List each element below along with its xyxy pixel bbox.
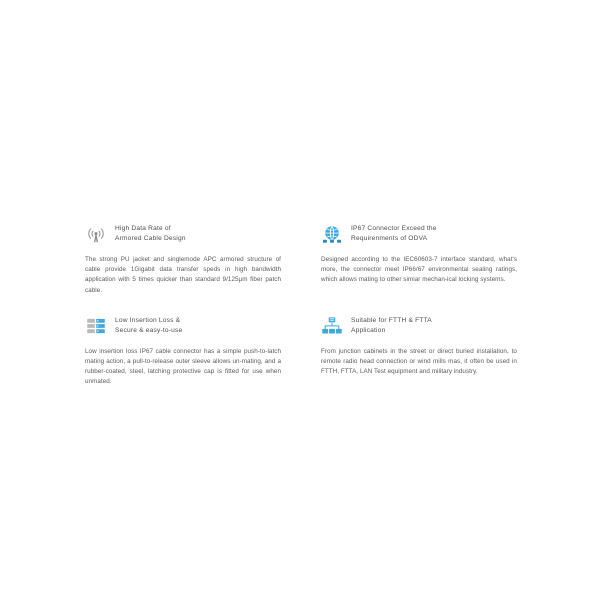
feature-title-line1: High Data Rate of	[115, 225, 171, 232]
feature-description: Low insertion loss IP67 cable connector has a simple push-to-latch mating action, a pull-to-release outer sleeve allows un-mating, and a rubber-coated, steel, latching protective cap is fitted for use when unmated.	[85, 347, 281, 386]
feature-description: The strong PU jacket and singlemode APC armored structure of cable provide 1Gigabit data transfer speds in high bandwidth application with 5 times quicker than standard 9/125µm fiber patch cable.	[85, 256, 281, 294]
feature-block-ftth-ftta	[321, 314, 517, 388]
feature-header	[85, 314, 281, 340]
network-topology-icon	[321, 315, 343, 337]
antenna-signal-icon	[85, 223, 107, 245]
globe-network-icon	[321, 223, 343, 245]
feature-title	[115, 222, 186, 244]
feature-block-low-insertion-loss	[85, 314, 281, 388]
feature-title	[351, 314, 432, 336]
feature-title	[115, 314, 182, 336]
feature-title-line1: Suitable for FTTH & FTTA	[351, 316, 432, 324]
feature-description: Designed according to the IEC60603-7 interface standard, what's more, the connector meet IP66/67 environmental sealing ratings, which allows mating to other simiar mechan-ical locking systems.	[321, 256, 517, 284]
feature-block-high-data-rate	[85, 222, 281, 296]
feature-title-line1: IP67 Connector Exceed the	[351, 225, 437, 232]
server-rack-icon	[85, 315, 107, 337]
feature-title-line2: Secure & easy-to-use	[115, 326, 183, 334]
feature-header	[321, 314, 517, 340]
features-grid	[85, 222, 517, 388]
feature-block-ip67-connector	[321, 222, 517, 296]
feature-title-line2: Requirenments of ODVA	[351, 235, 428, 243]
feature-title-line2: Application	[351, 326, 386, 334]
feature-header	[321, 222, 517, 248]
feature-title-line2: Armored Cable Design	[115, 235, 186, 243]
feature-title-line1: Low Insertion Loss &	[115, 316, 181, 324]
feature-title	[351, 222, 437, 244]
feature-description: From junction cabinets in the street or direct buried installation, to remote radio head connection or wind mills mas, it often be used in FTTH, FTTA, LAN Test equipment and military industry.	[321, 347, 517, 376]
feature-header	[85, 222, 281, 248]
